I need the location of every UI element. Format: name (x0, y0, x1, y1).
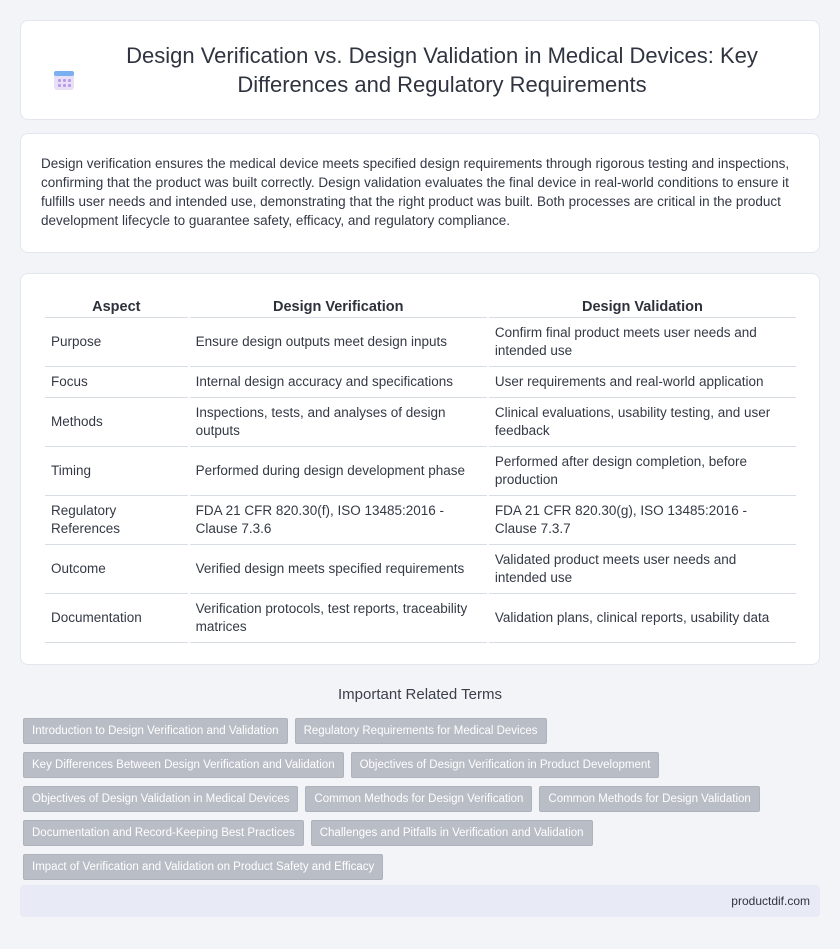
table-cell: Ensure design outputs meet design inputs (190, 318, 487, 367)
table-cell: Validation plans, clinical reports, usability data (489, 594, 796, 643)
table-row (45, 496, 796, 545)
table-cell: Verified design meets specified requirements (190, 545, 487, 594)
table-cell: Internal design accuracy and specifications (190, 367, 487, 398)
page-title: Design Verification vs. Design Validation in Medical Devices: Key Differences and Regulatory Requirements (126, 43, 758, 97)
table-cell: Documentation (45, 594, 188, 643)
related-term-chip[interactable]: Common Methods for Design Validation (539, 786, 759, 812)
table-cell: Purpose (45, 318, 188, 367)
related-term-chip[interactable]: Documentation and Record-Keeping Best Practices (23, 820, 304, 846)
comparison-table-card (20, 273, 820, 665)
table-row (45, 318, 796, 367)
table-cell: User requirements and real-world application (489, 367, 796, 398)
related-term-chip[interactable]: Objectives of Design Validation in Medical Devices (23, 786, 298, 812)
header-design-validation: Design Validation (489, 296, 796, 318)
table-row (45, 367, 796, 398)
table-cell: Verification protocols, test reports, traceability matrices (190, 594, 487, 643)
footer (20, 885, 820, 917)
intro-card (20, 133, 820, 253)
table-row (45, 447, 796, 496)
table-cell: Confirm final product meets user needs and intended use (489, 318, 796, 367)
title-card (20, 20, 820, 120)
header-aspect: Aspect (45, 296, 188, 318)
related-terms-list (23, 718, 803, 880)
related-terms-heading: Important Related Terms (338, 686, 502, 703)
table-row (45, 398, 796, 447)
table-cell: FDA 21 CFR 820.30(g), ISO 13485:2016 - Clause 7.3.7 (489, 496, 796, 545)
calendar-grid-icon (53, 69, 75, 91)
table-cell: Regulatory References (45, 496, 188, 545)
table-cell: Inspections, tests, and analyses of design outputs (190, 398, 487, 447)
table-header-row (45, 296, 796, 318)
table-cell: Methods (45, 398, 188, 447)
footer-site-link[interactable]: productdif.com (731, 894, 810, 908)
table-cell: Focus (45, 367, 188, 398)
related-term-chip[interactable]: Impact of Verification and Validation on Product Safety and Efficacy (23, 854, 383, 880)
title-wrap (53, 41, 787, 99)
table-cell: FDA 21 CFR 820.30(f), ISO 13485:2016 - Clause 7.3.6 (190, 496, 487, 545)
table-row (45, 545, 796, 594)
table-cell: Validated product meets user needs and intended use (489, 545, 796, 594)
related-term-chip[interactable]: Objectives of Design Verification in Product Development (351, 752, 660, 778)
table-row (45, 594, 796, 643)
table-cell: Timing (45, 447, 188, 496)
related-term-chip[interactable]: Key Differences Between Design Verification and Validation (23, 752, 344, 778)
header-design-verification: Design Verification (190, 296, 487, 318)
table-cell: Clinical evaluations, usability testing, and user feedback (489, 398, 796, 447)
related-term-chip[interactable]: Challenges and Pitfalls in Verification and Validation (311, 820, 593, 846)
table-cell: Outcome (45, 545, 188, 594)
comparison-table (43, 296, 798, 643)
related-term-chip[interactable]: Introduction to Design Verification and Validation (23, 718, 288, 744)
related-term-chip[interactable]: Common Methods for Design Verification (305, 786, 532, 812)
table-cell: Performed after design completion, before production (489, 447, 796, 496)
related-term-chip[interactable]: Regulatory Requirements for Medical Devices (295, 718, 547, 744)
table-cell: Performed during design development phase (190, 447, 487, 496)
intro-paragraph: Design verification ensures the medical device meets specified design requirements through rigorous testing and inspections, confirming that the product was built correctly. Design validation evaluates the final device in real-world conditions to ensure it fulfills user needs and intended use, demonstrating that the right product was built. Both processes are critical in the product development lifecycle to guarantee safety, efficacy, and regulatory compliance. (41, 156, 790, 228)
